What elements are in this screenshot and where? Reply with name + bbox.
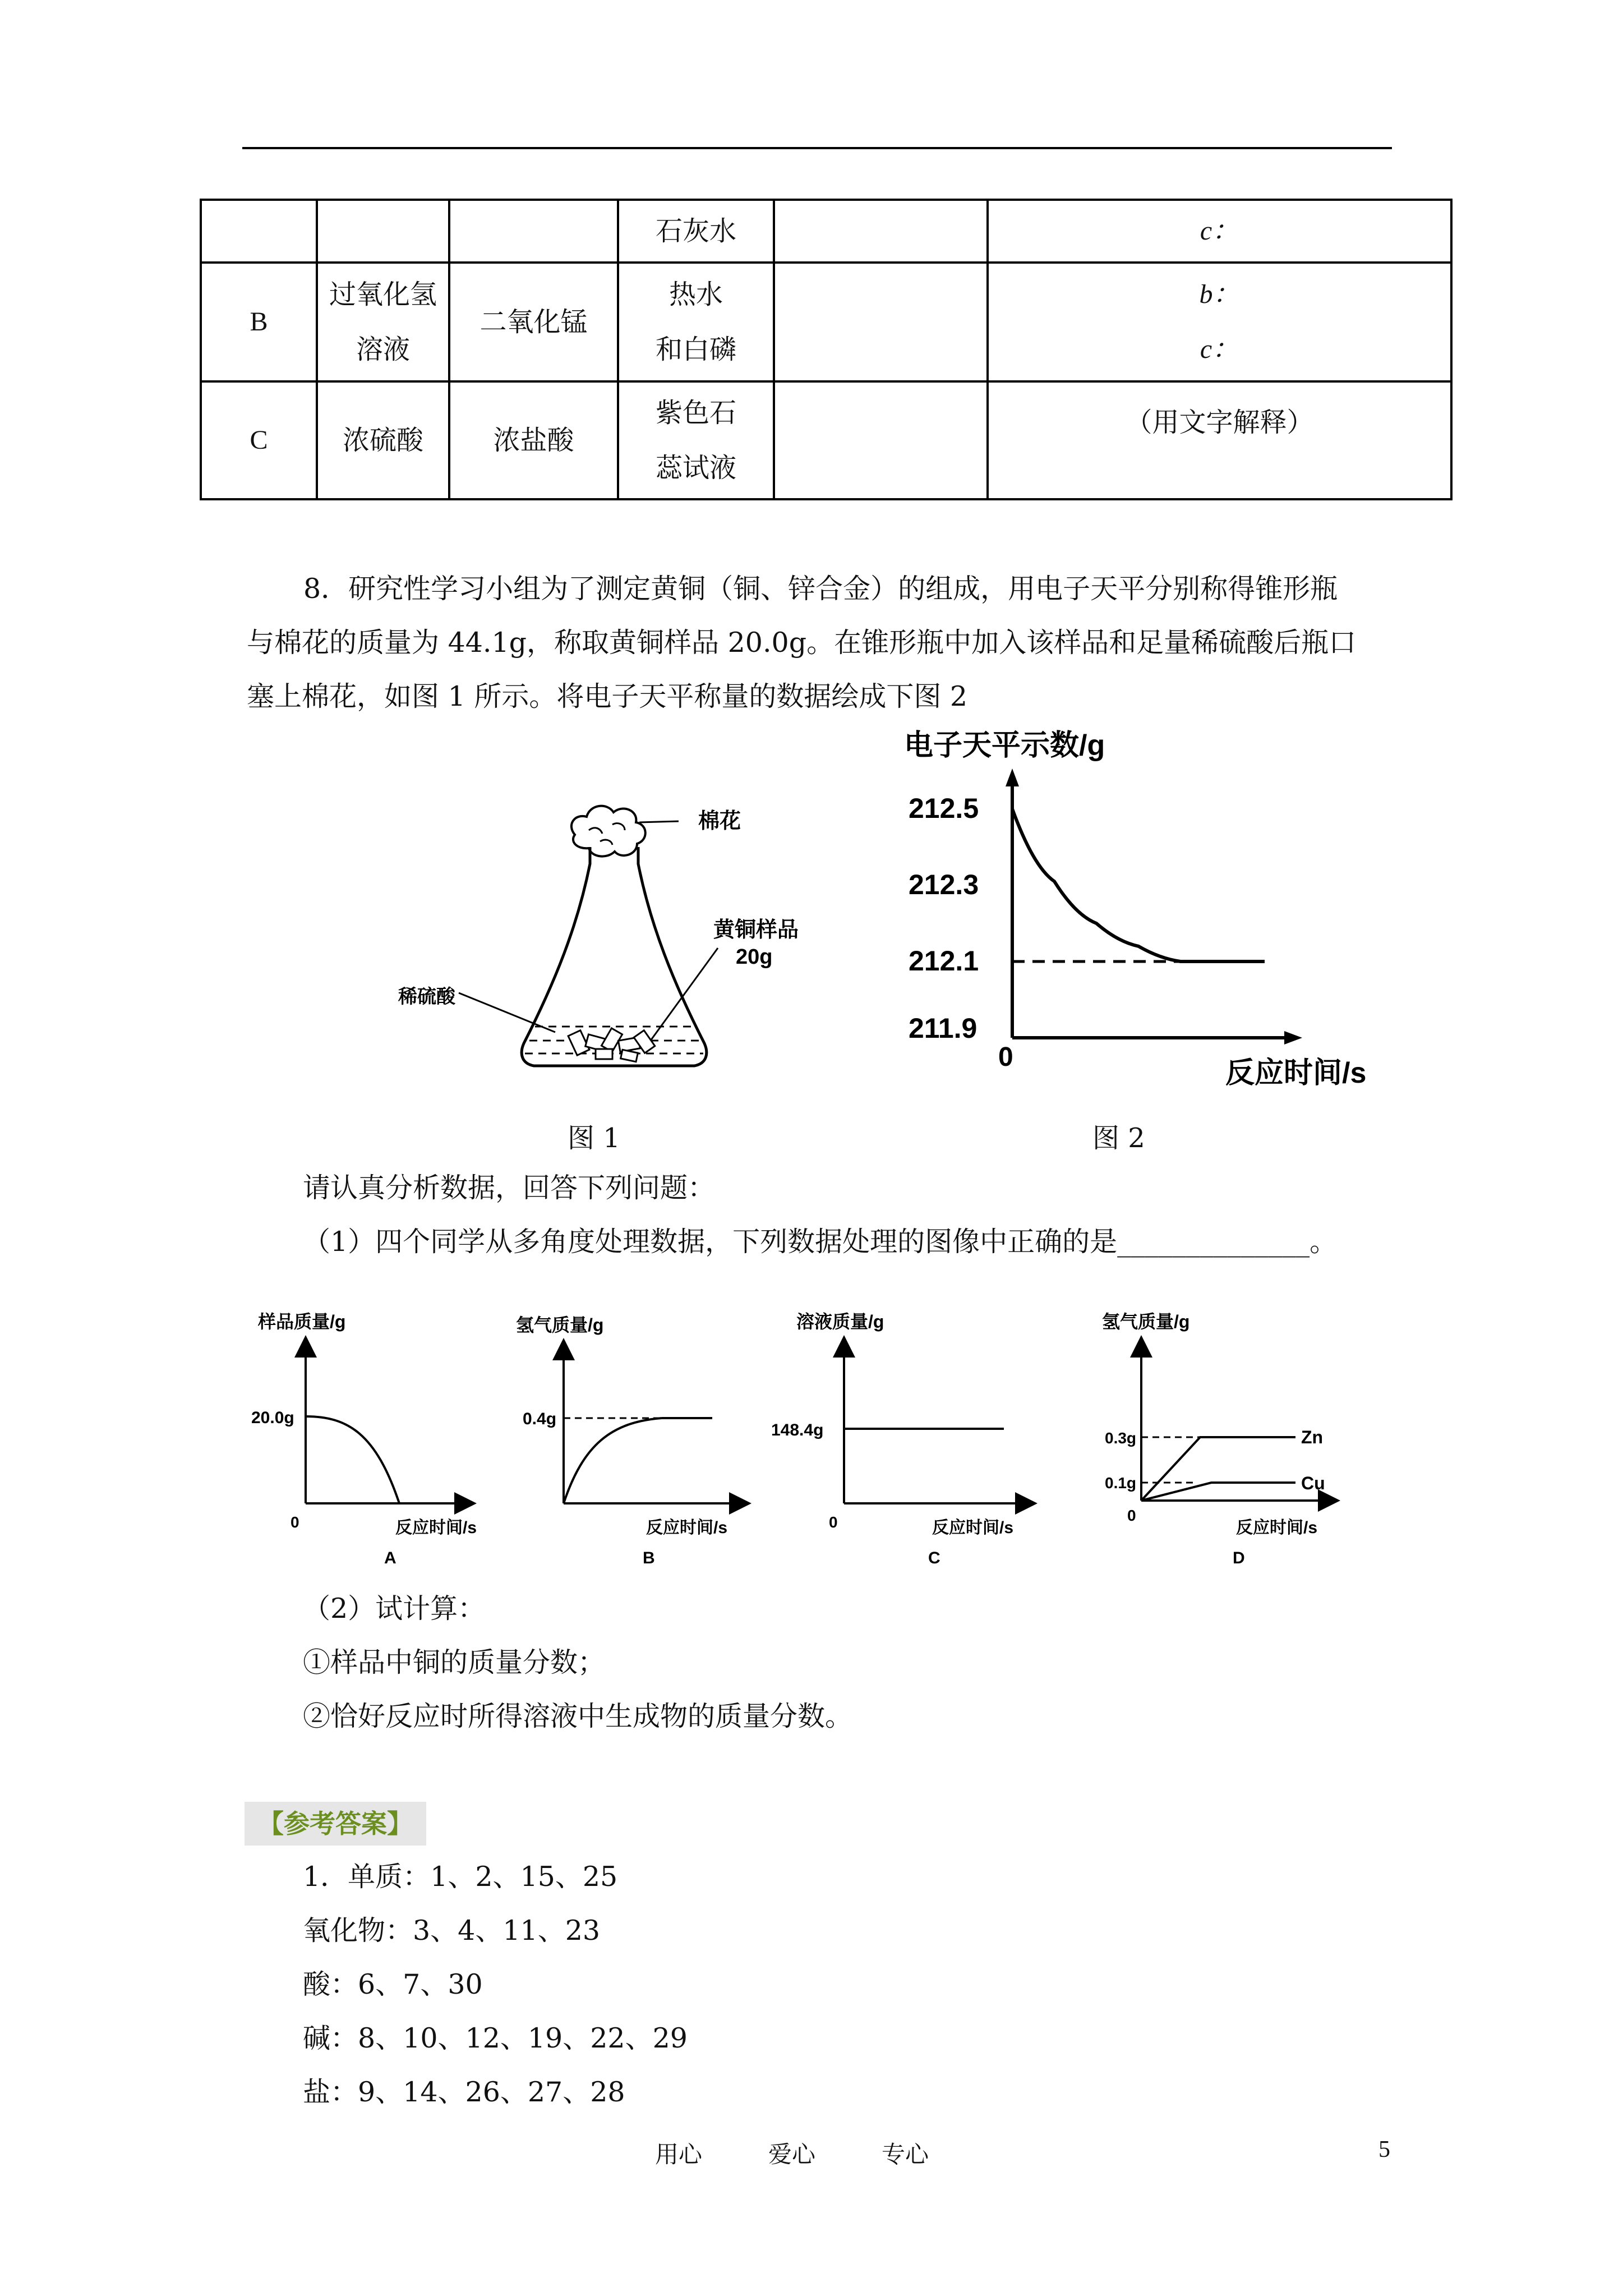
panel-b-ylabel: 氢气质量/g bbox=[516, 1315, 604, 1335]
table-row bbox=[201, 263, 1451, 381]
header-rule bbox=[242, 147, 1392, 149]
panel-c bbox=[771, 1312, 1026, 1567]
label-brass-sample: 黄铜样品 bbox=[713, 918, 799, 942]
table-cell: 紫色石 蕊试液 bbox=[618, 381, 774, 499]
page-number: 5 bbox=[1378, 2137, 1390, 2162]
panel-a bbox=[251, 1312, 477, 1567]
y-axis-arrow bbox=[1006, 769, 1019, 786]
y-tick-0: 212.5 bbox=[909, 793, 979, 824]
panel-d-ytick-1: 0.1g bbox=[1105, 1474, 1137, 1492]
panel-d-zn-line bbox=[1141, 1437, 1295, 1501]
table-cell: c： bbox=[988, 200, 1451, 263]
table-cell bbox=[201, 200, 317, 263]
panel-d bbox=[1102, 1312, 1329, 1567]
panel-d-ytick-0: 0.3g bbox=[1105, 1429, 1137, 1447]
table-row bbox=[201, 381, 1451, 499]
panel-c-ytick: 148.4g bbox=[771, 1421, 824, 1439]
answer-line: 碱：8、10、12、19、22、29 bbox=[303, 2022, 688, 2054]
footer-motto-3: 专心 bbox=[882, 2141, 929, 2168]
table-cell: B bbox=[201, 263, 317, 381]
question8-line2: 与棉花的质量为 44.1g，称取黄铜样品 20.0g。在锥形瓶中加入该样品和足量稀硫酸后瓶口 bbox=[247, 627, 1357, 659]
panel-b-ytick: 0.4g bbox=[523, 1410, 557, 1428]
question2a: ①样品中铜的质量分数； bbox=[303, 1646, 606, 1678]
label-sample-mass: 20g bbox=[736, 945, 773, 969]
panel-a-xlabel: 反应时间/s bbox=[395, 1519, 477, 1537]
panel-d-xlabel: 反应时间/s bbox=[1236, 1519, 1318, 1537]
panel-d-cu-line bbox=[1141, 1483, 1295, 1501]
label-dilute-acid: 稀硫酸 bbox=[398, 986, 455, 1007]
answer-line: 酸：6、7、30 bbox=[303, 1968, 483, 2000]
panel-c-ylabel: 溶液质量/g bbox=[796, 1312, 884, 1332]
series-line bbox=[1012, 809, 1265, 961]
question1-prompt: （1）四个同学从多角度处理数据，下列数据处理的图像中正确的是______________。 bbox=[303, 1226, 1338, 1258]
panel-d-ylabel: 氢气质量/g bbox=[1102, 1312, 1190, 1332]
table-cell bbox=[774, 263, 988, 381]
panel-d-letter: D bbox=[1233, 1549, 1245, 1567]
footer-motto-2: 爱心 bbox=[768, 2141, 816, 2168]
table-cell: 过氧化氢 溶液 bbox=[317, 263, 449, 381]
panel-b-curve bbox=[564, 1418, 662, 1503]
x-tick-0: 0 bbox=[998, 1042, 1013, 1072]
table-cell: 浓盐酸 bbox=[449, 381, 618, 499]
figure2-balance-chart bbox=[897, 724, 1391, 1094]
experiment-table bbox=[200, 199, 1453, 500]
panel-a-ytick: 20.0g bbox=[251, 1409, 294, 1427]
table-cell bbox=[449, 200, 618, 263]
table-cell: C bbox=[201, 381, 317, 499]
footer-motto-1: 用心 bbox=[655, 2141, 703, 2168]
y-tick-1: 212.3 bbox=[909, 869, 979, 900]
panel-a-origin: 0 bbox=[291, 1513, 299, 1531]
table-cell bbox=[317, 200, 449, 263]
chart-xlabel: 反应时间/s bbox=[1225, 1057, 1367, 1089]
panel-c-origin: 0 bbox=[829, 1513, 838, 1531]
panel-d-cu-label: Cu bbox=[1301, 1473, 1325, 1493]
figure2-caption: 图 2 bbox=[1092, 1122, 1145, 1154]
table-cell: 二氧化锰 bbox=[449, 263, 618, 381]
table-cell: 浓硫酸 bbox=[317, 381, 449, 499]
question8-line1: 8．研究性学习小组为了测定黄铜（铜、锌合金）的组成，用电子天平分别称得锥形瓶 bbox=[303, 573, 1338, 605]
panel-a-ylabel: 样品质量/g bbox=[258, 1312, 346, 1332]
chart-ylabel: 电子天平示数/g bbox=[904, 729, 1105, 762]
y-tick-2: 212.1 bbox=[909, 945, 979, 977]
y-tick-3: 211.9 bbox=[909, 1013, 978, 1044]
panel-c-letter: C bbox=[928, 1549, 940, 1567]
panel-a-curve bbox=[306, 1416, 399, 1503]
panel-a-letter: A bbox=[384, 1549, 396, 1567]
brass-sample-pieces bbox=[568, 1028, 655, 1062]
panel-d-zn-label: Zn bbox=[1301, 1427, 1324, 1447]
answer-line: 盐：9、14、26、27、28 bbox=[303, 2076, 625, 2108]
table-cell: （用文字解释） bbox=[988, 381, 1451, 499]
table-cell: b： c： bbox=[988, 263, 1451, 381]
table-cell: 石灰水 bbox=[618, 200, 774, 263]
table-row bbox=[201, 200, 1451, 263]
figure1-flask-diagram bbox=[387, 785, 813, 1099]
cotton-illustration bbox=[571, 806, 645, 857]
intro-prompt: 请认真分析数据，回答下列问题： bbox=[303, 1172, 716, 1204]
x-axis-arrow bbox=[1284, 1031, 1302, 1045]
question2-prompt: （2）试计算： bbox=[303, 1593, 486, 1625]
panel-b-xlabel: 反应时间/s bbox=[646, 1519, 728, 1537]
panel-b bbox=[516, 1315, 740, 1567]
panel-b-letter: B bbox=[643, 1549, 655, 1567]
answer-line: 1．单质：1、2、15、25 bbox=[303, 1861, 618, 1893]
answer-key-tag: 【参考答案】 bbox=[245, 1802, 426, 1846]
label-cotton: 棉花 bbox=[698, 809, 741, 833]
table-cell: 热水 和白磷 bbox=[618, 263, 774, 381]
panel-c-xlabel: 反应时间/s bbox=[932, 1519, 1014, 1537]
question2b: ②恰好反应时所得溶液中生成物的质量分数。 bbox=[303, 1700, 853, 1732]
answer-line: 氧化物：3、4、11、23 bbox=[303, 1915, 601, 1947]
figure1-caption: 图 1 bbox=[568, 1122, 620, 1154]
table-cell bbox=[774, 200, 988, 263]
question8-line3: 塞上棉花，如图 1 所示。将电子天平称量的数据绘成下图 2 bbox=[247, 680, 968, 712]
panel-d-origin: 0 bbox=[1127, 1507, 1136, 1524]
table-cell bbox=[774, 381, 988, 499]
answer-options-panels bbox=[247, 1304, 1368, 1579]
